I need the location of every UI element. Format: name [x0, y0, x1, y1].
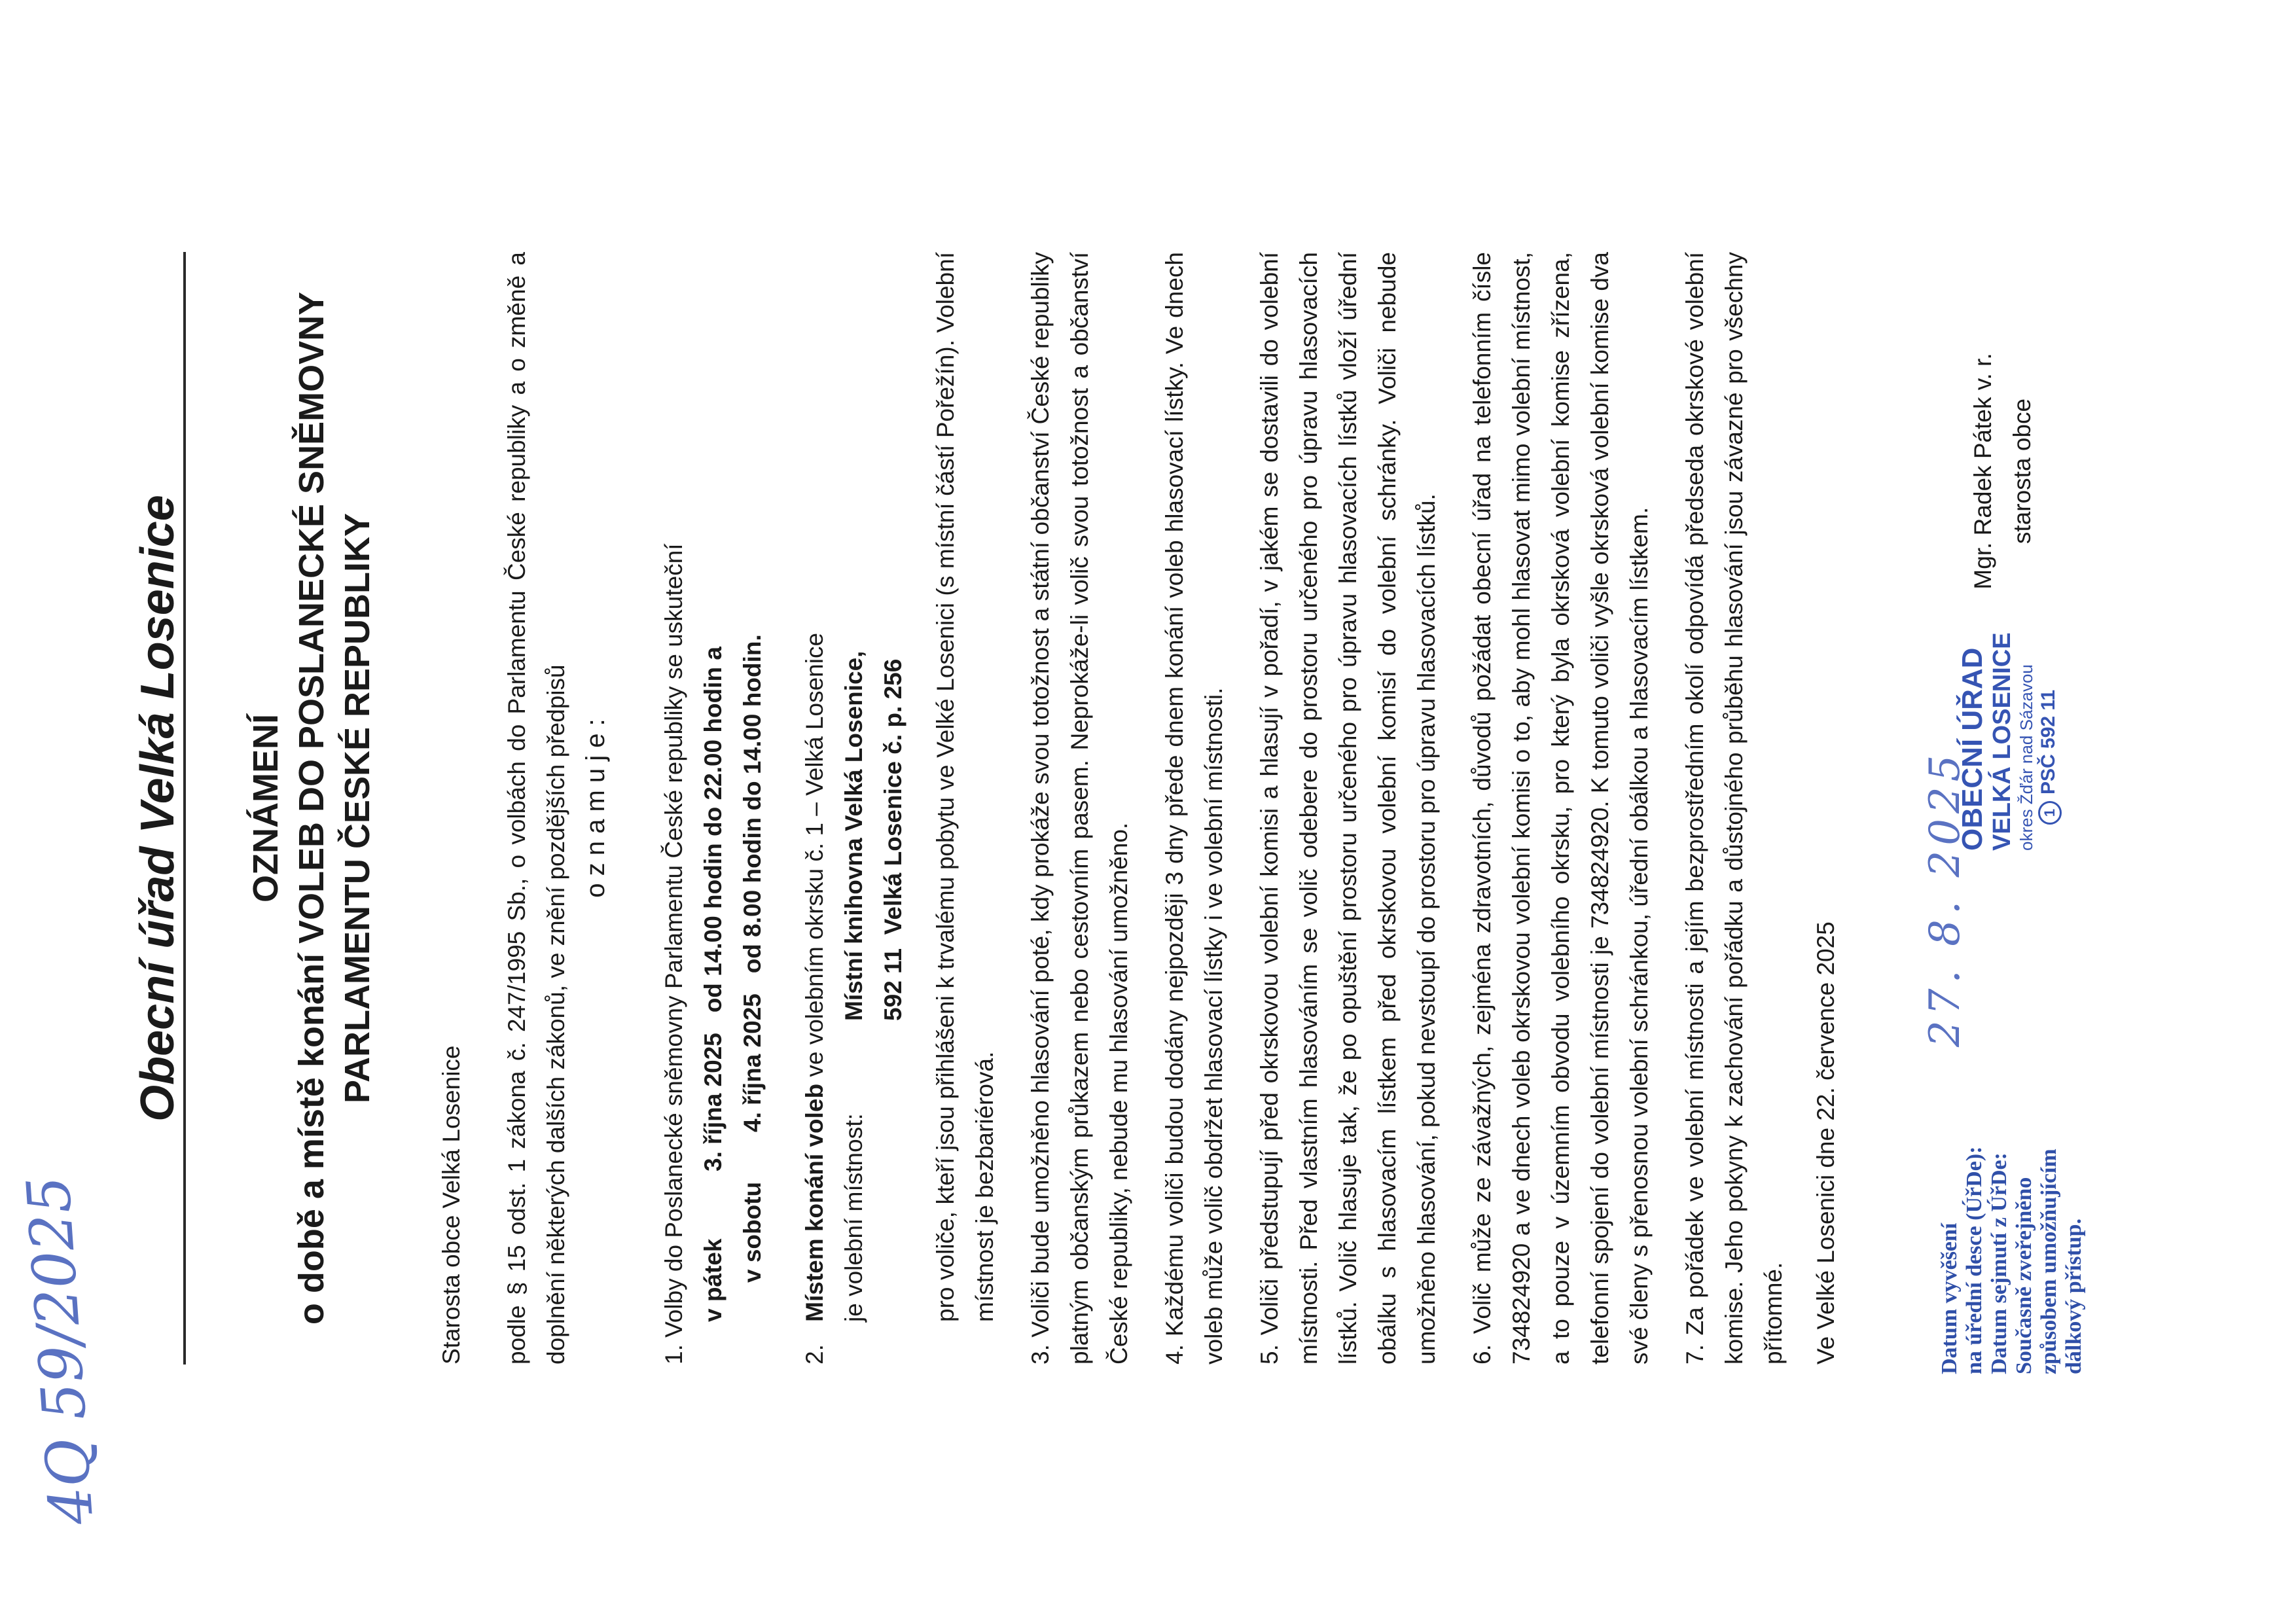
legal-basis: podle § 15 odst. 1 zákona č. 247/1995 Sb., o volbách do Parlamentu České republiky a o změně a doplnění některých dalších zákonů, ve znění pozdějších předpisů — [503, 252, 569, 1364]
date-line: Ve Velké Losenici dne 22. července 2025 — [1812, 921, 1839, 1364]
stamp-line2: VELKÁ LOSENICE — [1988, 632, 2016, 851]
posting-label-6: dálkový přístup. — [2062, 1218, 2086, 1374]
point-2-heading — [795, 252, 834, 1364]
handwritten-reference: 4Q 59/2025 — [14, 1173, 107, 1527]
point-2-room-row — [834, 275, 874, 1322]
point-1-day-1-label: v pátek — [700, 1238, 726, 1322]
posting-label-4: Současně zveřejněno — [2012, 1177, 2036, 1374]
point-2-room-line1: Místní knihovna Velká Losenice, — [840, 651, 867, 1021]
posting-labels — [1937, 1034, 2087, 1374]
stamp-line4: PSČ 592 11 — [2037, 689, 2059, 794]
point-1-text: 1. Volby do Poslanecké sněmovny Parlamentu České republiky se uskuteční — [660, 543, 687, 1364]
point-2-rest: ve volebním okrsku č. 1 – Velká Losenice — [801, 632, 828, 1084]
stamp-number-circle: 1 — [2038, 801, 2062, 825]
point-2-note: pro voliče, kteří jsou přihlášeni k trvalému pobytu ve Velké Losenici (s místní částí Pořežín). Volební místnost je bezbariérová. — [932, 252, 998, 1322]
point-5: 5. Voliči předstupují před okrskovou volební komisi a hlasují v pořadí, v jakém se dostavili do volební místnosti. Před vlastním hlasováním se volič odebere do prostoru určeného pro úpravu hlasovacích lístků. Volič hlasuje tak, že po opuštění prostoru určeného pro úpravu hlasovacích lístků vloží úřední obálku s hlasovacím lístkem před okrskovou volební komisí do volební schránky. Voliči nebude umožněno hlasování, pokud nevstoupí do prostoru pro úpravu hlasovacích lístků. — [1256, 252, 1440, 1364]
point-1-day-2-label: v sobotu — [739, 1181, 766, 1283]
heading-subject-line1: o době a místě konání VOLEB DO POSLANECKÉ SNĚMOVNY — [292, 291, 331, 1325]
posting-label-5: způsobem umožňujícím — [2037, 1149, 2061, 1374]
point-2-room-label: je volební místnost: — [840, 1113, 867, 1322]
posting-label-1: Datum vyvěšení — [1937, 1222, 1962, 1374]
point-1-day-2-value: 4. října 2025 od 8.00 hodin do 14.00 hodin. — [739, 634, 766, 1132]
posting-label-3: Datum sejmutí z ÚřDe: — [1987, 1152, 2011, 1374]
stamp-line4-row — [2037, 576, 2062, 851]
point-1-day-1-value: 3. října 2025 od 14.00 hodin do 22.00 hodin a — [700, 647, 726, 1171]
posting-date-handwritten: 27. 8. 2025 — [1921, 749, 1969, 1047]
point-3: 3. Voliči bude umožněno hlasování poté, kdy prokáže svou totožnost a státní občanství České republiky platným občanským průkazem nebo cestovním pasem. Neprokáže-li volič svou totožnost a občanství České republiky, nebude mu hlasování umožněno. — [1027, 252, 1132, 1364]
point-7: 7. Za pořádek ve volební místnosti a jejím bezprostředním okolí odpovídá předseda okrskové volební komise. Jeho pokyny k zachování pořádku a důstojného průběhu hlasování jsou závazné pro všechny přítomné. — [1681, 252, 1787, 1364]
stamp-line1: OBECNÍ ÚŘAD — [1956, 647, 1988, 851]
point-1-day-2 — [733, 236, 772, 1283]
point-2-bold: Místem konání voleb — [801, 1083, 828, 1322]
heading-subject-line2: PARLAMENTU ČESKÉ REPUBLIKY — [338, 512, 377, 1104]
stamp-line3: okres Žďár nad Sázavou — [2017, 664, 2036, 851]
office-stamp — [1957, 576, 2062, 851]
point-4: 4. Každému voliči budou dodány nejpozději 3 dny přede dnem konání voleb hlasovací lístky. Ve dnech voleb může volič obdržet hlasovací lístky i ve volební místnosti. — [1161, 252, 1227, 1364]
point-2-number: 2. — [801, 1344, 828, 1364]
announces-heading: o z n a m u j e : — [581, 719, 610, 898]
signature-name: Mgr. Radek Pátek v. r. — [1969, 353, 1996, 590]
posting-label-2: na úřední desce (ÚřDe): — [1962, 1146, 1986, 1374]
point-1-day-1 — [694, 275, 733, 1322]
heading-announcement: OZNÁMENÍ — [246, 714, 285, 902]
signature-role: starosta obce — [2009, 398, 2036, 544]
page-title: Obecní úřad Velká Losenice — [132, 495, 184, 1122]
point-6: 6. Volič může ze závažných, zejména zdravotních, důvodů požádat obecní úřad na telefonním čísle 734824920 a ve dnech voleb okrskovou volební komisi o to, aby mohl hlasovat mimo volební místnost, a to pouze v územním obvodu volebního okrsku, pro který byla okrsková volební komise zřízena, telefonní spojení do volební místnosti je 734824920. K tomuto voliči vyšle okrsková volební komise dva své členy s přenosnou volební schránkou, úřední obálkou a hlasovacím lístkem. — [1469, 252, 1653, 1364]
opening-line: Starosta obce Velká Losenice — [438, 1045, 465, 1364]
point-2-room-line2: 592 11 Velká Losenice č. p. 256 — [880, 658, 906, 1021]
